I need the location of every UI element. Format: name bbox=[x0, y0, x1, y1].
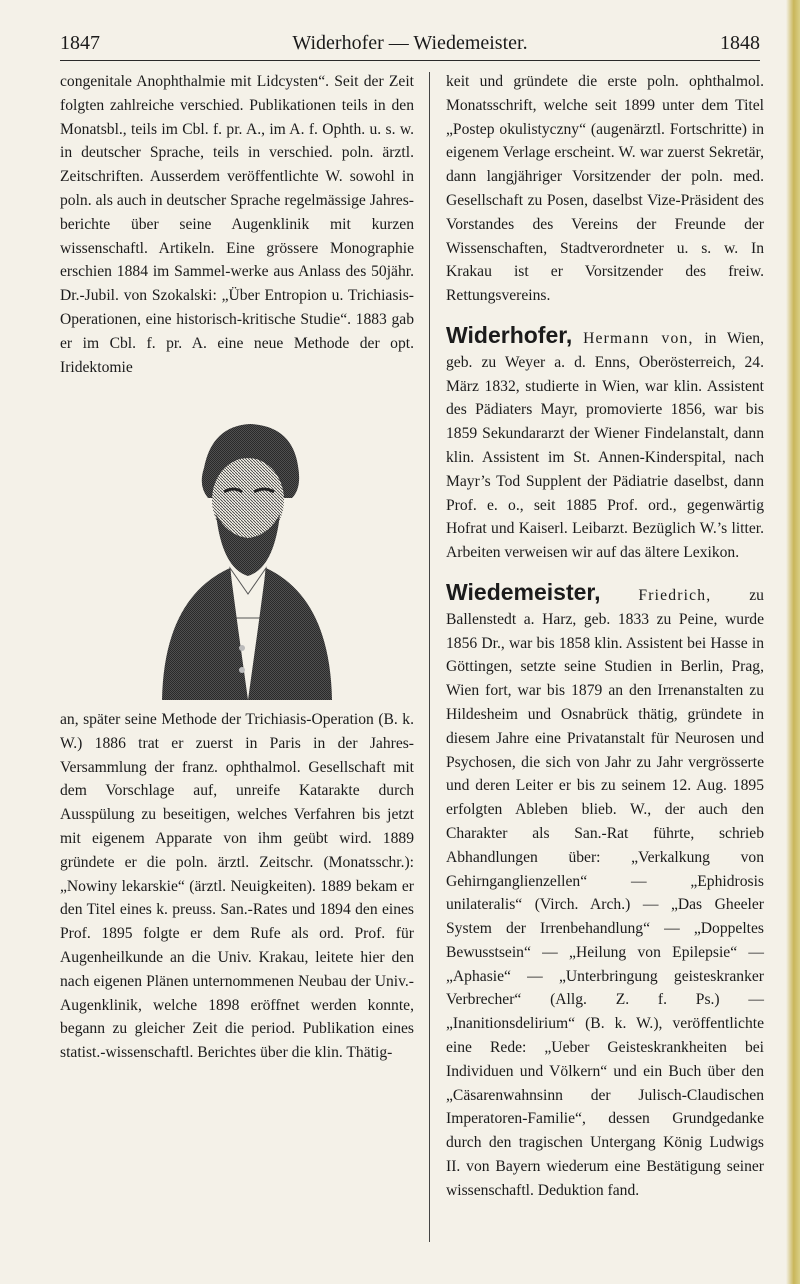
column-divider bbox=[429, 72, 430, 1242]
widerhofer-text: in Wien, geb. zu Weyer a. d. Enns, Oberösterreich, 24. März 1832, studierte in Wien, war klin. Assistent des Pädiaters Mayr, promovierte 1856, war bis 1859 Sekundararzt der Wiener Findelanstalt, dann klin. Assistent im St. Annen-Kinderspital, nach Mayr’s Tod Supplent der Pädiatrie daselbst, dann Prof. e. o., seit 1885 Prof. ord., gegenwärtig Hofrat und Kaiserl. Leibarzt. Bezüglich W.’s litter. Arbeiten verweisen wir auf das ältere Lexikon. bbox=[446, 329, 764, 562]
page-number-left: 1847 bbox=[60, 32, 100, 54]
left-column-bottom bbox=[60, 708, 414, 1065]
szokalski-entry-continuation: an, später seine Methode der Trichiasis-Operation (B. k. W.) 1886 trat er zuerst in Paris in der Jahres-Versammlung der franz. ophthalmol. Gesellschaft mit dem Vorschlage auf, unreife Katarakte durch Ausspülung zu beseitigen, welches Verfahren bis jetzt mit eigenem Apparate von ihm geübt wird. 1889 gründete er die poln. ärztl. Zeitschr. (Monatsschr.): „Nowiny lekarskie“ (ärztl. Neuigkeiten). 1889 bekam er den Titel eines k. preuss. San.-Rates und 1894 den eines Prof. 1895 folgte er dem Rufe als ord. Prof. für Augenheilkunde an die Univ. Krakau, leitete hier den nach eigenen Plänen unternommenen Neubau der Univ.-Augenklinik, welche 1898 eröffnet werden konnte, begann zu gleicher Zeit die period. Publikation eines statist.-wissenschaftl. Berichtes über die klin. Thätig- bbox=[60, 711, 414, 1062]
running-title: Widerhofer — Wiedemeister. bbox=[292, 32, 528, 54]
page-edge-discoloration bbox=[786, 0, 800, 1284]
wiedemeister-name: Friedrich, bbox=[638, 586, 712, 604]
szokalski-entry-end: keit und gründete die erste poln. ophthalmol. Monatsschrift, welche seit 1899 unter dem Titel „Postep okulistyczny“ (augenärztl. Fortschritte) in eigenem Verlage erscheint. W. war zuerst Sekretär, dann langjähriger Vorsitzender der poln. med. Gesellschaft zu Posen, daselbst Vize-Präsident des Vorstandes des Vereins der Freunde der Wissenschaften, Stadtverordneter u. s. w. In Krakau ist er Vorsitzender des freiw. Rettungsvereins. bbox=[446, 73, 764, 305]
widerhofer-name: Hermann von, bbox=[583, 329, 694, 347]
page-number-right: 1848 bbox=[720, 32, 760, 54]
wiedemeister-entry bbox=[446, 578, 764, 1203]
wiedemeister-text: zu Ballenstedt a. Harz, geb. 1833 zu Peine, wurde 1856 Dr., war bis 1858 klin. Assistent bei Hasse in Göttingen, setzte seine Studien in Berlin, Prag, Wien fort, war bis 1879 an den Irrenanstalten zu Hildesheim und Osnabrück thätig, gründete in diesem Jahre eine Privatanstalt für Neurosen und Psychosen, die sich von Jahr zu Jahr vergrösserte und deren Leiter er bis zu seinem 12. Aug. 1895 erfolgten Ableben blieb. W., der auch den Charakter als San.-Rat führte, schrieb Abhandlungen über: „Verkalkung von Gehirnganglienzellen“ — „Ephidrosis unilateralis“ (Virch. Arch.) — „Das Gheeler System der Irrenbehandlung“ — „Doppeltes Bewusstsein“ — „Heilung von Epilepsie“ — „Aphasie“ — „Unterbringung geisteskranker Verbrecher“ (Allg. Z. f. Ps.) — „Inanitionsdelirium“ (B. k. W.), veröffentlichte eine Rede: „Ueber Geisteskrankheiten bei Individuen und Völkern“ und ein Buch über den „Cäsarenwahnsinn der Julisch-Claudischen Imperatoren-Familie“, dessen Grundgedanke durch den tragischen Untergang König Ludwigs II. von Bayern wiederum eine Bestätigung seiner wissenschaftl. Deduktion fand. bbox=[446, 586, 764, 1199]
running-head bbox=[60, 28, 760, 58]
header-rule bbox=[60, 60, 760, 61]
szokalski-entry-text: congenitale Anophthalmie mit Lidcysten“. Seit der Zeit folgten zahlreiche verschied. Publikationen teils in den Monatsbl., teils im Cbl. f. pr. A., im A. f. Ophth. u. s. w. in deutscher Sprache, teils in verschied. poln. ärztl. Zeitschriften. Ausserdem veröffentlichte W. sowohl in poln. als auch in deutscher Sprache regelmässige Jahres-berichte über seine Augenklinik mit kurzen wissenschaftl. Artikeln. Eine grössere Monographie erschien 1884 im Sammel-werke aus Anlass des 50jähr. Dr.-Jubil. von Szokalski: „Über Entropion u. Trichiasis-Operationen, eine historisch-kritische Studie“. 1883 gab er im Cbl. f. pr. A. eine neue Methode der opt. Iridektomie bbox=[60, 73, 414, 376]
wiedemeister-headword: Wiedemeister, bbox=[446, 578, 601, 605]
left-column-top bbox=[60, 70, 414, 379]
widerhofer-headword: Widerhofer, bbox=[446, 321, 573, 348]
widerhofer-entry bbox=[446, 321, 764, 565]
portrait-engraving-icon bbox=[142, 418, 352, 700]
right-column bbox=[446, 70, 764, 1203]
